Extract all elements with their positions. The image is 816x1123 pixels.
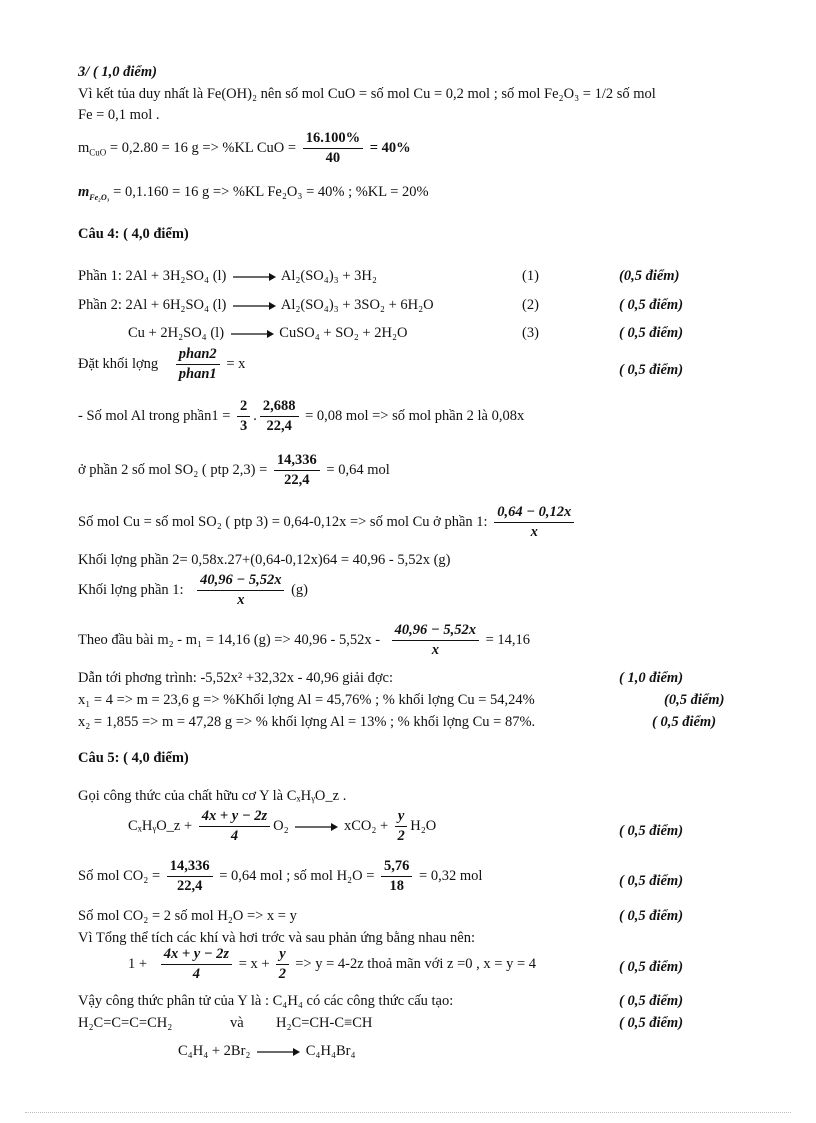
reactants: C₄H₄ + 2Br₂ [178,1043,251,1059]
text: Số mol CO₂ = [78,867,161,884]
fraction [176,346,220,383]
text: = 0,2.80 = 16 g => %KL CuO = [106,139,297,156]
text: Theo đầu bài m₂ - m₁ = 14,16 (g) => 40,96 - 5,52x - [78,631,381,648]
denominator: 4 [230,828,239,844]
question-4-title: Câu 4: ( 4,0 điểm) [78,226,189,242]
text: => y = 4-2z thoả mãn với z =0 , x = y = 4 [295,955,537,972]
numerator: 40,96 − 5,52x [392,622,479,641]
denominator: 22,4 [177,878,203,894]
score-label: ( 0,5 điểm) [652,714,717,730]
score-label: ( 0,5 điểm) [619,1015,684,1031]
text: Số mol Cu = số mol SO₂ ( ptp 3) = 0,64-0,12x => số mol Cu ở phần 1: [78,513,488,530]
fraction [237,398,250,435]
arrow-right-icon [230,329,274,339]
products: C₄H₄Br₄ [305,1043,356,1059]
fraction [274,452,320,489]
numerator: y [395,808,407,827]
text-line: Vậy công thức phân tử của Y là : C₄H₄ có các công thức cấu tạo: [78,993,454,1009]
text: và [230,1015,244,1031]
score-label: ( 0,5 điểm) [619,959,684,975]
score-label: (0,5 điểm) [619,268,680,284]
denominator: 40 [325,150,341,166]
m-symbol: m [78,139,90,156]
mol-cu-line [78,504,577,541]
combustion-equation [128,808,436,845]
text: = 0,32 mol [419,867,483,884]
solution-x2: x₂ = 1,855 => m = 47,28 g => % khối lợng Al = 13% ; % khối lợng Cu = 87%. [78,714,536,730]
text: Khối lợng phần 1: [78,581,184,598]
section-3-title: 3/ ( 1,0 điểm) [78,64,157,80]
text: = 0,1.160 = 16 g => %KL Fe₂O₃ = 40% ; %KL = 20% [109,184,429,200]
ratio-definition [78,346,245,383]
numerator: 2,688 [260,398,299,417]
formula-fe2o3 [78,184,429,202]
denominator: 2 [278,966,287,982]
text: (g) [291,581,309,598]
mol-co2-h2o [78,858,482,895]
solution-x1: x₁ = 4 => m = 23,6 g => %Khối lợng Al = 45,76% ; % khối lợng Cu = 54,24% [78,692,535,708]
subscript: CuO [89,147,107,158]
text-line: Vì Tổng thể tích các khí và hơi trớc và sau phản ứng bằng nhau nên: [78,930,476,946]
score-label: ( 0,5 điểm) [619,297,684,313]
score-label: ( 0,5 điểm) [619,362,684,378]
numerator: y [276,946,288,965]
reactants: Cu + 2H₂SO₄ (l) [128,325,225,341]
score-label: ( 0,5 điểm) [619,908,684,924]
denominator: x [530,524,538,540]
fraction [197,572,284,609]
denominator: 3 [240,418,248,434]
fraction [260,398,299,435]
equation-number: (2) [522,297,539,313]
text: Đặt khối lợng [78,355,159,372]
text: 1 + [128,955,148,972]
text: = 0,08 mol => số mol phần 2 là 0,08x [305,407,525,424]
numerator: 14,336 [167,858,213,877]
numerator: 2 [237,398,250,417]
page-bottom-divider [25,1112,791,1113]
numerator: 0,64 − 0,12x [494,504,574,523]
numerator: 14,336 [274,452,320,471]
text: = 0,64 mol [326,461,390,478]
products: CuSO₄ + SO₂ + 2H₂O [279,325,408,341]
reaction-1 [78,268,377,285]
score-label: ( 0,5 điểm) [619,993,684,1009]
text: = 40% [369,139,411,156]
fraction [161,946,232,983]
denominator: phan1 [178,366,217,382]
denominator: 4 [192,966,200,982]
text: = x + [238,955,270,972]
m-symbol: m [78,184,90,200]
products: Al₂(SO₄)₃ + 3SO₂ + 6H₂O [280,297,434,313]
numerator: 40,96 − 5,52x [197,572,284,591]
fraction [395,808,407,845]
arrow-right-icon [232,301,276,311]
volume-equation [128,946,536,983]
bromination-reaction [178,1043,356,1060]
text: CₓHᵧO_z + [128,817,193,834]
condition-line [78,622,530,659]
denominator: 22,4 [284,472,310,488]
denominator: 2 [397,828,405,844]
fraction [276,946,288,983]
text: O₂ [273,817,289,834]
reaction-2 [78,297,434,314]
dot: . [253,407,257,424]
text: H₂O [410,817,437,834]
fraction [167,858,213,895]
text-line: Fe = 0,1 mol . [78,107,160,123]
fraction [199,808,270,845]
text-line: Số mol CO₂ = 2 số mol H₂O => x = y [78,908,297,924]
fraction [381,858,412,895]
mol-al-line [78,398,524,435]
arrow-right-icon [232,272,276,282]
score-label: ( 0,5 điểm) [619,873,684,889]
mass-part2: Khối lợng phần 2= 0,58x.27+(0,64-0,12x)64 = 40,96 - 5,52x (g) [78,552,451,568]
text: = x [226,355,246,372]
subscript: Fe₂O₃ [89,192,110,202]
fraction [494,504,574,541]
numerator: phan2 [176,346,220,365]
text-line: Vì kết tủa duy nhất là Fe(OH)₂ nên số mol CuO = số mol Cu = 0,2 mol ; số mol Fe₂O₃ = 1/2 số mol [78,86,656,102]
structure-1: H₂C=C=C=CH₂ [78,1015,173,1031]
reactants: Phần 1: 2Al + 3H₂SO₄ (l) [78,268,227,284]
arrow-right-icon [294,822,338,832]
mass-part1 [78,572,308,609]
text: = 14,16 [485,631,531,648]
equation-line: Dẫn tới phơng trình: -5,52x² +32,32x - 40,96 giải đợc: [78,670,394,686]
denominator: x [237,592,245,608]
arrow-right-icon [256,1047,300,1057]
denominator: x [431,642,439,658]
reaction-3 [128,325,408,342]
text: - Số mol Al trong phần1 = [78,407,231,424]
text-line: Gọi công thức của chất hữu cơ Y là CₓHᵧO_z . [78,788,347,804]
formula-cuo [78,130,411,167]
products: Al₂(SO₄)₃ + 3H₂ [280,268,377,284]
structure-2: H₂C=CH-C≡CH [276,1015,373,1031]
denominator: 18 [389,878,404,894]
score-label: ( 0,5 điểm) [619,823,684,839]
numerator: 5,76 [381,858,412,877]
fraction [303,130,363,167]
mol-so2-line [78,452,390,489]
fraction [392,622,479,659]
score-label: (0,5 điểm) [664,692,725,708]
score-label: ( 0,5 điểm) [619,325,684,341]
equation-number: (1) [522,268,539,284]
reactants: Phần 2: 2Al + 6H₂SO₄ (l) [78,297,227,313]
text: = 0,64 mol ; số mol H₂O = [219,867,375,884]
numerator: 4x + y − 2z [161,946,232,965]
numerator: 4x + y − 2z [199,808,270,827]
text: ở phần 2 số mol SO₂ ( ptp 2,3) = [78,461,268,478]
equation-number: (3) [522,325,539,341]
question-5-title: Câu 5: ( 4,0 điểm) [78,750,189,766]
numerator: 16.100% [303,130,363,149]
denominator: 22,4 [266,418,292,434]
text: xCO₂ + [343,817,389,834]
score-label: ( 1,0 điểm) [619,670,684,686]
